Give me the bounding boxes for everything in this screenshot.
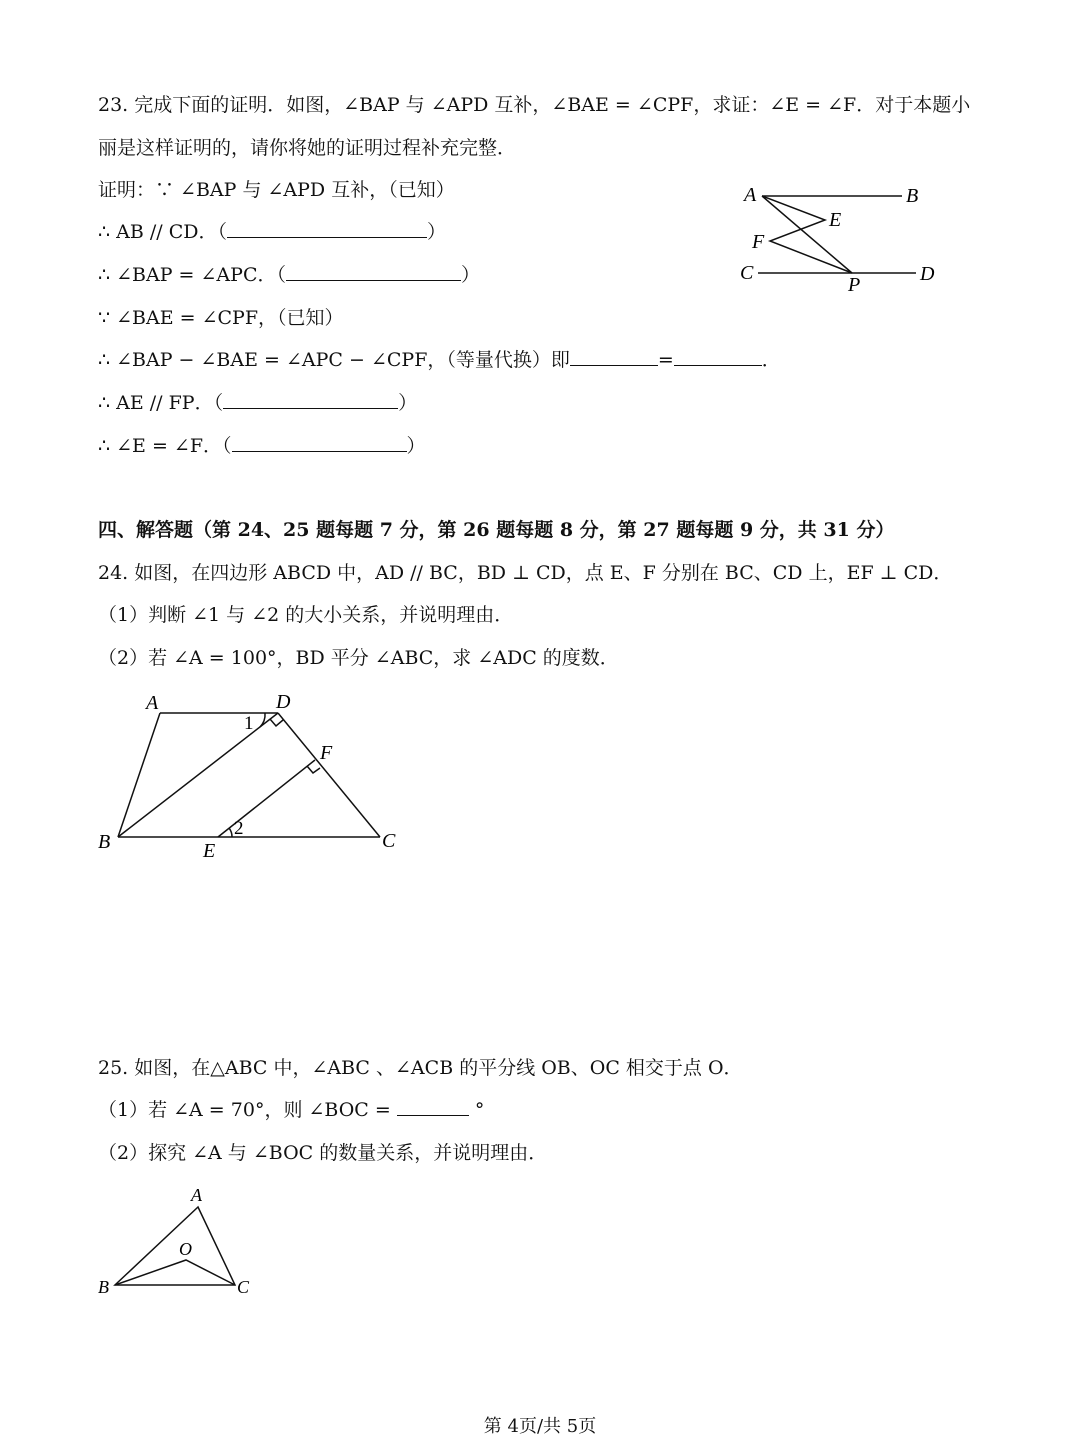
label-b: B (98, 831, 111, 853)
q25-part1-degree: ° (474, 1099, 485, 1121)
q24-figure (90, 685, 420, 870)
q23-proof-line4: ∵ ∠BAE = ∠CPF，（已知） (98, 307, 344, 329)
segment-ab (118, 713, 160, 837)
q23-intro-line1: 23. 完成下面的证明．如图，∠BAP 与 ∠APD 互补，∠BAE = ∠CPF，求证：∠E = ∠F．对于本题小 (98, 94, 971, 116)
segment-bd (118, 713, 278, 837)
q25-part1-text: （1）若 ∠A = 70°，则 ∠BOC = (98, 1099, 391, 1121)
q23-proof-line2-text: ∴ AB // CD．（ (98, 221, 227, 243)
label-f: F (752, 231, 765, 253)
q23-proof-line3 (98, 262, 480, 288)
answer-blank[interactable] (286, 262, 461, 281)
label-e: E (829, 209, 842, 231)
q23-proof-line5 (98, 347, 781, 373)
angle-arc-1 (260, 713, 265, 727)
label-e: E (203, 840, 216, 862)
q25-figure (90, 1185, 270, 1300)
triangle-abc (115, 1207, 235, 1285)
label-b: B (906, 185, 919, 207)
q23-proof-line6 (98, 390, 417, 416)
q23-proof-line5-text: ∴ ∠BAP − ∠BAE = ∠APC − ∠CPF，（等量代换）即 (98, 349, 570, 371)
answer-blank[interactable] (223, 390, 398, 409)
label-a: A (744, 184, 757, 206)
label-c: C (237, 1277, 250, 1297)
answer-blank[interactable] (674, 347, 762, 366)
q23-proof-line6-close: ） (398, 392, 418, 414)
right-angle-mark-f (307, 766, 320, 773)
answer-blank[interactable] (397, 1097, 469, 1116)
q25-part1 (98, 1097, 484, 1123)
label-p: P (848, 274, 861, 296)
segment-ef (218, 760, 315, 837)
q23-proof-line3-text: ∴ ∠BAP = ∠APC．（ (98, 264, 286, 286)
q23-proof-line2 (98, 219, 446, 245)
bisectors-ob-oc (115, 1260, 235, 1285)
answer-blank[interactable] (570, 347, 658, 366)
segment-dc (278, 713, 380, 837)
label-b: B (98, 1277, 109, 1297)
q23-proof-line3-close: ） (460, 264, 480, 286)
label-angle-1: 1 (244, 713, 254, 734)
label-angle-2: 2 (234, 818, 244, 839)
q23-figure (730, 178, 950, 298)
q23-proof-line2-close: ） (426, 221, 446, 243)
page-number: 第 4页/共 5页 (483, 1416, 597, 1437)
angle-arc-2 (229, 828, 232, 837)
label-c: C (740, 262, 754, 284)
label-a: A (146, 692, 159, 714)
q23-proof-line7 (98, 433, 426, 459)
q24-part2: （2）若 ∠A = 100°，BD 平分 ∠ABC，求 ∠ADC 的度数． (98, 647, 619, 669)
label-c: C (382, 830, 396, 852)
q24-stem: 24. 如图，在四边形 ABCD 中，AD // BC，BD ⊥ CD，点 E、F 分别在 BC、CD 上，EF ⊥ CD． (98, 562, 953, 584)
q23-proof-line6-text: ∴ AE // FP．（ (98, 392, 224, 414)
q25-part2: （2）探究 ∠A 与 ∠BOC 的数量关系，并说明理由． (98, 1142, 548, 1164)
q24-part1: （1）判断 ∠1 与 ∠2 的大小关系，并说明理由． (98, 604, 514, 626)
q23-proof-line7-text: ∴ ∠E = ∠F．（ (98, 435, 232, 457)
label-f: F (320, 742, 333, 764)
q23-proof-line5-eq: = (657, 349, 674, 371)
right-angle-mark-d (270, 719, 283, 726)
label-d: D (276, 691, 291, 713)
answer-blank[interactable] (227, 219, 427, 238)
q23-proof-line1: 证明：∵ ∠BAP 与 ∠APD 互补，（已知） (98, 179, 455, 201)
answer-blank[interactable] (232, 433, 407, 452)
label-a: A (191, 1185, 202, 1205)
q23-intro-line2: 丽是这样证明的，请你将她的证明过程补充完整． (98, 137, 517, 159)
q23-proof-line7-close: ） (406, 435, 426, 457)
q23-proof-line5-end: ． (761, 349, 781, 371)
label-d: D (920, 263, 935, 285)
q25-stem: 25. 如图，在△ABC 中，∠ABC 、∠ACB 的平分线 OB、OC 相交于点 O． (98, 1057, 743, 1079)
label-o: O (179, 1239, 192, 1259)
zigzag-aefp (762, 196, 852, 273)
section4-heading: 四、解答题（第 24、25 题每题 7 分，第 26 题每题 8 分，第 27 题每题 9 分，共 31 分） (98, 519, 895, 541)
